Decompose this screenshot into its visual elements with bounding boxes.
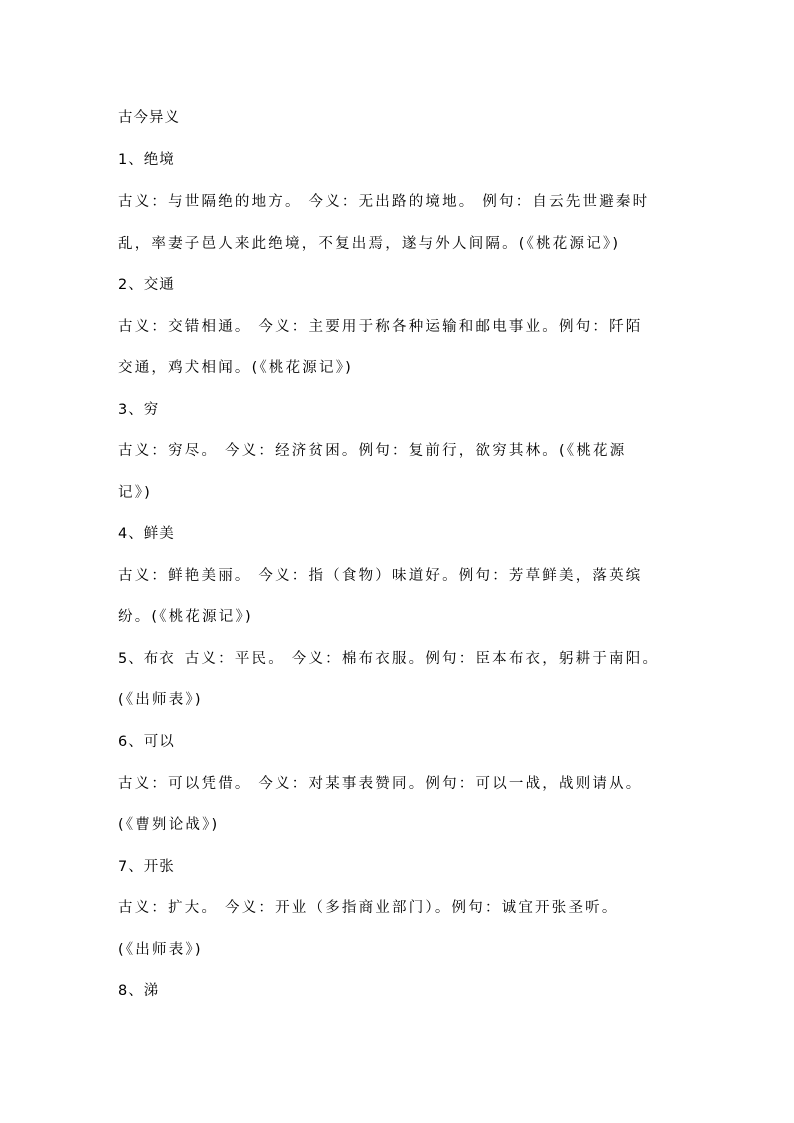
entry-4-line-1: 古义：鲜艳美丽。 今义：指（食物）味道好。例句：芳草鲜美，落英缤: [118, 568, 643, 584]
entry-7-heading: 7、开张: [118, 859, 175, 875]
entry-6-line-1: 古义：可以凭借。 今义：对某事表赞同。例句：可以一战，战则请从。: [118, 776, 643, 792]
entry-1-line-1: 古义：与世隔绝的地方。 今义：无出路的境地。 例句：自云先世避秦时: [118, 194, 650, 210]
entry-2-line-2: 交通，鸡犬相闻。(《桃花源记》): [118, 360, 354, 376]
entry-4-line-2: 纷。(《桃花源记》): [118, 609, 253, 625]
entry-5-heading: 5、布衣: [118, 651, 175, 667]
entry-4-heading: 4、鲜美: [118, 526, 175, 542]
entry-6-heading: 6、可以: [118, 734, 175, 750]
entry-2-line-1: 古义：交错相通。 今义：主要用于称各种运输和邮电事业。例句：阡陌: [118, 319, 643, 335]
entry-7-line-1: 古义：扩大。 今义：开业（多指商业部门）。例句：诚宜开张圣听。: [118, 900, 619, 916]
entry-1-line-2: 乱，率妻子邑人来此绝境，不复出焉，遂与外人间隔。(《桃花源记》): [118, 236, 621, 252]
entry-3-line-2: 记》): [118, 485, 153, 501]
entry-5-line-1: (《出师表》): [118, 692, 203, 708]
entry-5-row: [118, 649, 683, 669]
entry-7-line-2: (《出师表》): [118, 942, 203, 958]
entry-8-heading: 8、涕: [118, 983, 160, 999]
document-title: 古今异义: [118, 110, 180, 126]
entry-2-heading: 2、交通: [118, 277, 175, 293]
entry-6-line-2: (《曹刿论战》): [118, 817, 220, 833]
entry-5-inline-text: 古义：平民。 今义：棉布衣服。例句：臣本布衣，躬耕于南阳。: [184, 651, 660, 667]
entry-1-heading: 1、绝境: [118, 152, 175, 168]
entry-3-heading: 3、穷: [118, 402, 160, 418]
entry-3-line-1: 古义：穷尽。 今义：经济贫困。例句：复前行，欲穷其林。(《桃花源: [118, 443, 627, 459]
